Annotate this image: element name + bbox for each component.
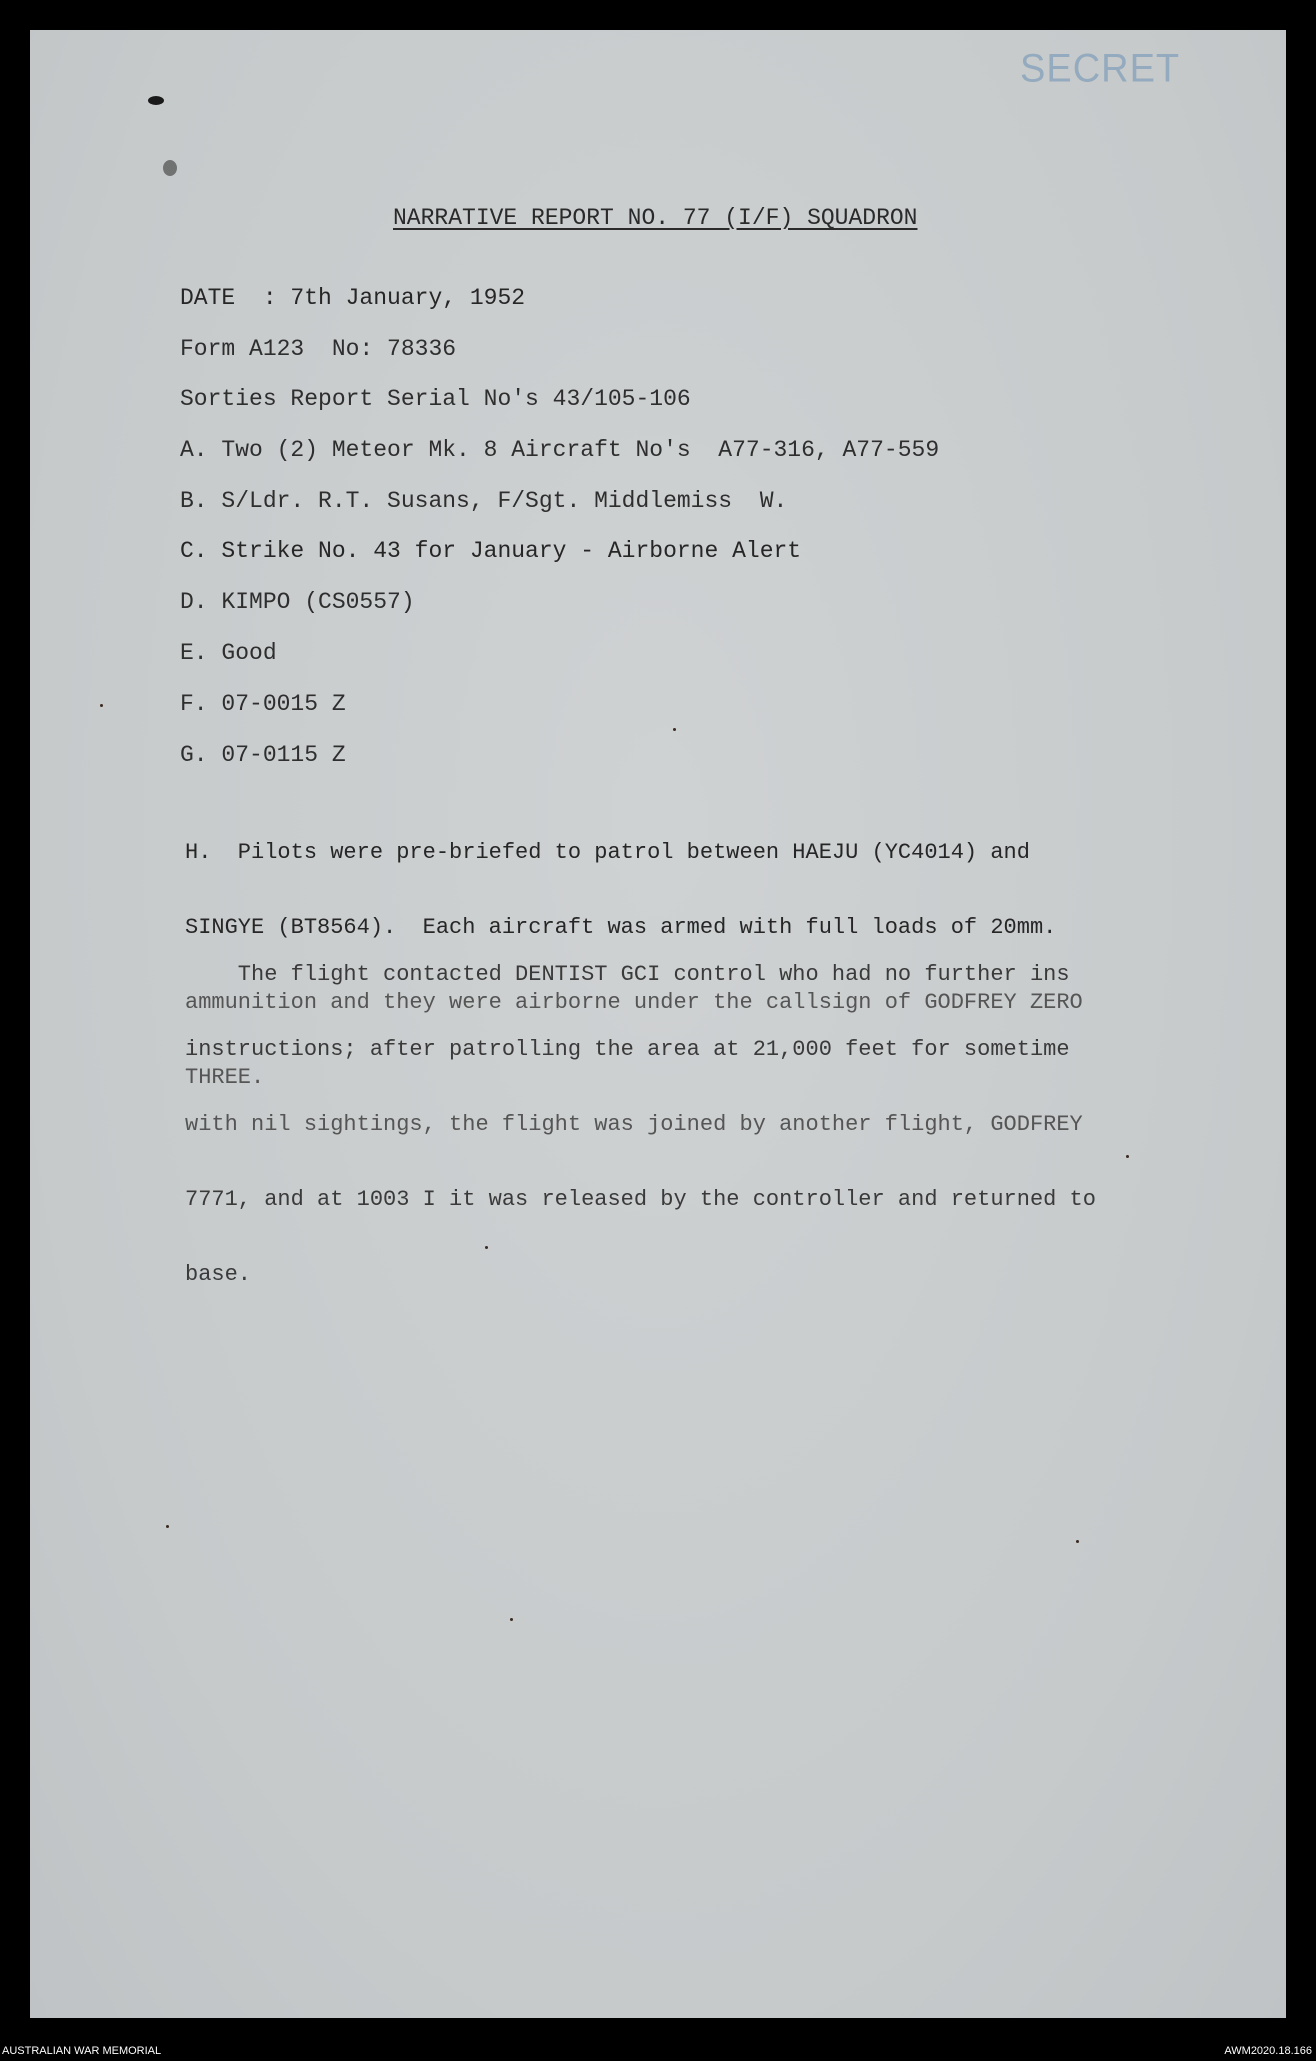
paragraph-flight-line: 7771, and at 1003 I it was released by the controller and returned to bbox=[185, 1187, 1096, 1212]
paragraph-flight-line: The flight contacted DENTIST GCI control who had no further ins bbox=[185, 962, 1070, 987]
paper-speck bbox=[1126, 1155, 1129, 1158]
item-a: A. Two (2) Meteor Mk. 8 Aircraft No's A77-316, A77-559 bbox=[180, 437, 940, 463]
archive-reference: AWM2020.18.166 bbox=[1224, 2045, 1312, 2057]
date-line: DATE : 7th January, 1952 bbox=[180, 285, 526, 311]
sorties-line: Sorties Report Serial No's 43/105-106 bbox=[180, 386, 691, 412]
report-title: NARRATIVE REPORT NO. 77 (I/F) SQUADRON bbox=[393, 205, 918, 231]
paper-speck bbox=[485, 1246, 488, 1249]
paragraph-h-line: THREE. bbox=[185, 1065, 265, 1090]
paragraph-flight bbox=[185, 912, 1096, 1312]
item-g: G. 07-0115 Z bbox=[180, 742, 346, 768]
paragraph-h-line: ammunition and they were airborne under the callsign of GODFREY ZERO bbox=[185, 990, 1083, 1015]
paragraph-flight-line: instructions; after patrolling the area at 21,000 feet for sometime bbox=[185, 1037, 1070, 1062]
paragraph-h-line: SINGYE (BT8564). Each aircraft was armed with full loads of 20mm. bbox=[185, 915, 1057, 940]
paragraph-flight-line: with nil sightings, the flight was joined by another flight, GODFREY bbox=[185, 1112, 1083, 1137]
paper-speck bbox=[166, 1525, 169, 1528]
paragraph-h-line: H. Pilots were pre-briefed to patrol between HAEJU (YC4014) and bbox=[185, 840, 1030, 865]
punch-hole-top bbox=[148, 96, 164, 105]
paper-speck bbox=[673, 728, 676, 731]
paper-speck bbox=[1076, 1540, 1079, 1543]
item-e: E. Good bbox=[180, 640, 277, 666]
item-b: B. S/Ldr. R.T. Susans, F/Sgt. Middlemiss W. bbox=[180, 488, 788, 514]
form-line: Form A123 No: 78336 bbox=[180, 336, 457, 362]
paper-speck bbox=[100, 704, 103, 707]
item-c: C. Strike No. 43 for January - Airborne Alert bbox=[180, 538, 802, 564]
item-f: F. 07-0015 Z bbox=[180, 691, 346, 717]
paper-speck bbox=[510, 1618, 513, 1621]
punch-hole-bottom bbox=[163, 160, 177, 176]
paragraph-flight-line: base. bbox=[185, 1262, 252, 1287]
archive-credit: AUSTRALIAN WAR MEMORIAL bbox=[2, 2045, 162, 2057]
item-d: D. KIMPO (CS0557) bbox=[180, 589, 415, 615]
secret-stamp: SECRET bbox=[1020, 46, 1181, 92]
